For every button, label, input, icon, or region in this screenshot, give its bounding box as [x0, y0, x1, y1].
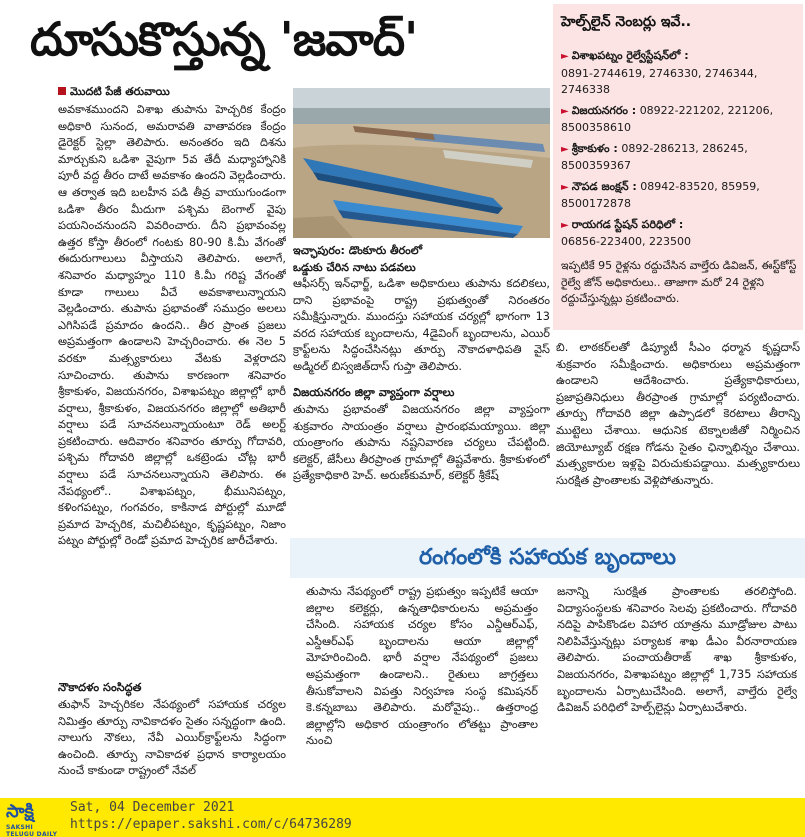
navy-subheading: నౌకాదళం సంసిద్ధత — [58, 681, 142, 694]
helpline-item: ► విశాఖపట్నం రైల్వేస్టేషన్‌లో : 0891-2744619, 2746330, 2746344, 2746338 — [561, 48, 797, 99]
article-column-3: బి. లాఠకర్‌లతో డిప్యూటీ సీఎం ధర్మాన కృష్ణదాస్ శుక్రవారం సమీక్షించారు. అధికారులు అప్రమత్తంగా ఉండాలని ఆదేశించారు. ప్రత్యేకాధికారులు, ప్రజాప్రతినిధులు తీరప్రాంత గ్రామాల్లో పర్యటించారు. తూర్పు గోదావరి జిల్లా ఉప్పాడలో కెరటాలు తీరాన్ని ముట్టెలు చేశాయి. ఆధునిక టెక్నాలజీతో నిర్మించిన జియోట్యూబ్ రక్షణ గోడను సైతం ఛిన్నాభిన్నం చేశాయి. మత్స్యకారుల ఇళ్లపై విరుచుకుపడ్డాయి. మత్స్యకారులు సురక్షిత ప్రాంతాలకు వెళ్లిపోతున్నారు. — [556, 341, 800, 487]
article-column-2-continued: తుపాను ప్రభావంతో విజయనగరం జిల్లా వ్యాప్తంగా శుక్రవారం సాయంత్రం వర్షాలు ప్రారంభమయ్యాయి. జిల్లా యంత్రాంగం తుపాను నష్టనివారణ చర్యలు చేపట్టింది. కలెక్టర్, జేసీలు తీరప్రాంత గ్రామాల్లో తిష్టవేశారు. శ్రీకాకుళంలో ప్రత్యేకాధికారి హెచ్. అరుణ్‌కుమార్, కలెక్టర్ శ్రీకేష్ — [293, 403, 550, 483]
arrow-icon: ► — [561, 105, 569, 117]
footer-bar — [0, 798, 805, 837]
article-column-1 — [58, 102, 286, 678]
helpline-item: ► శ్రీకాకుళం : 0892-286213, 286245, 8500359367 — [561, 141, 748, 172]
helpline-title: హెల్ప్‌లైన్ నెంబర్లు ఇవే.. — [561, 14, 692, 30]
epaper-link[interactable]: https://epaper.sakshi.com/c/64736289 — [70, 817, 352, 832]
photo-caption — [293, 242, 550, 276]
helpline-numbers: 0892-286213, 286245, 8500359367 — [561, 141, 748, 172]
arrow-icon: ► — [561, 181, 569, 193]
caption-line-2: ఒడ్డుకు చేరిన నాటు పడవలు — [293, 261, 416, 274]
article-column-2: ఆఫీసర్స్ ఇన్‌ఛార్జ్, ఒడిశా అధికారులు తుపాను కదలికలు, దాని ప్రభావంపై రాష్ట్ర ప్రభుత్వంతో నిరంతరం సమీక్షిస్తున్నారు. ముందస్తు సహాయక చర్యల్లో భాగంగా 13 వరద సహాయక బృందాలను, 4డైవింగ్ బృందాలను, ఎయిర్ క్రాఫ్ట్‌లను సిద్ధంచేసినట్లు తూర్పు నౌకాదళాధిపతి వైస్ అడ్మిరల్ బిస్వజిత్‌దాస్ గుప్తా తెలిపారు. — [293, 277, 550, 373]
relief-teams-title: రంగంలోకి సహాయక బృందాలు — [419, 545, 676, 570]
kicker-text: మొదటి పేజీ తరువాయి — [70, 85, 170, 98]
red-square-icon — [58, 87, 66, 95]
relief-column-b: జనాన్ని సురక్షిత ప్రాంతాలకు తరలిస్తోంది. విద్యాసంస్థలకు శనివారం సెలవు ప్రకటించారు. గోదావరి నదిపై పాపికొండల విహార యాత్రను మూడ్రోజుల పాటు నిలిపివేస్తున్నట్లు పర్యాటక శాఖ డీఎం వీరనారాయణ తెలిపారు. పంచాయతీరాజ్ శాఖ శ్రీకాకుళం, విజయనగరం, విశాఖపట్నం జిల్లాల్లో 1,735 సహాయక బృందాలను ఏర్పాటుచేసింది. అలాగే, వాల్తేరు రైల్వే డివిజన్ పరిధిలో హెల్ప్‌లైన్లు ఏర్పాటుచేశారు. — [557, 585, 797, 715]
helpline-numbers: 08922-221202, 221206, 8500358610 — [561, 103, 774, 134]
helpline-list — [561, 48, 797, 255]
col1-paragraph: అవకాశముందని విశాఖ తుపాను హెచ్చరిక కేంద్రం అధికారి సునంద, అమరావతి వాతావరణ కేంద్రం డైరెక్టర్ స్టెల్లా తెలిపారు. అనంతరం ఇది దిశను మార్చుకుని ఒడిశా వైపుగా 5వ తేదీ మధ్యాహ్నానికి పూరీ వద్ద తీరం దాటే అవకాశం ఉందని వెల్లడించారు. ఆ తర్వాత ఇది బలహీన పడి తీవ్ర వాయుగుండంగా ఒడిశా తీరం మీదుగా పశ్చిమ బెంగాల్ వైపు పయనించనుందని వివరించారు. దీని ప్రభావంవల్ల ఉత్తర కోస్తా తీరంలో గంటకు 80-90 కి.మీ వేగంతో ఈదురుగాలులు వీస్తాయని తెలిపారు. అలాగే, శనివారం మధ్యాహ్నం 110 కి.మీ గరిష్ట వేగంతో కూడా గాలులు వీచే అవకాశాలున్నాయని వెల్లడించారు. తుపాను ప్రభావంతో సముద్రం అలలు ఎగిసిపడే ప్రమాదం ఉందని.. తీర ప్రాంత ప్రజలు అప్రమత్తంగా ఉండాలని హెచ్చరించారు. ఈ నెల 5 వరకూ మత్స్యకారులు వేటకు వెళ్లరాదని సూచించారు. తుపాను కారణంగా శనివారం శ్రీకాకుళం, విజయనగరం, విశాఖపట్నం జిల్లాల్లో భారీ వర్షాలు, శ్రీకాకుళం, విజయనగరం జిల్లాల్లో అతిభారీ వర్షాలు పడే సూచనలున్నాయంటూ రెడ్ అలర్ట్ ప్రకటించారు. ఆదివారం శనివారం తూర్పు గోదావరి, పశ్చిమ గోదావరి జిల్లాల్లో ఒకట్రెండు చోట్ల భారీ వర్షాలు పడే సూచనలున్నాయని తెలిపారు. ఈ నేపథ్యంలో.. విశాఖపట్నం, భీమునిపట్నం, కళింగపట్నం, గంగవరం, కాకినాడ పోర్టుల్లో మూడో ప్రమాద హెచ్చరిక, మచిలీపట్నం, కృష్ణపట్నం, నిజాం పట్నం పోర్టుల్లో రెండో ప్రమాద హెచ్చరిక జారీచేశారు. — [58, 103, 286, 548]
helpline-item: ► నౌపడ జంక్షన్ : 08942-83520, 85959, 8500172878 — [561, 179, 760, 210]
sakshi-logo[interactable] — [6, 800, 62, 837]
arrow-icon: ► — [561, 143, 569, 155]
helpline-item: ► రాయగడ స్టేషన్ పరిధిలో : 06856-223400, 223500 — [561, 217, 797, 251]
arrow-icon: ► — [561, 219, 569, 231]
headline: దూసుకొస్తున్న 'జవాద్' — [30, 12, 418, 66]
caption-line-1: ఇచ్ఛాపురం: డొంకూరు తీరంలో — [293, 244, 423, 257]
logo-tagline: SAKSHI TELUGU DAILY — [6, 824, 58, 837]
helpline-box — [553, 4, 803, 330]
boats-photo — [293, 88, 550, 238]
relief-column-a: తుపాను నేపథ్యంలో రాష్ట్ర ప్రభుత్వం ఇప్పటికే ఆయా జిల్లాల కలెక్టర్లు, ఉన్నతాధికారులను అప్రమత్తం చేసింది. సహాయక చర్యల కోసం ఎన్డీఆర్ఎఫ్, ఎస్డీఆర్ఎఫ్ బృందాలను ఆయా జిల్లాల్లో మోహరించింది. భారీ వర్షాల నేపథ్యంలో ప్రజలు అప్రమత్తంగా ఉండాలని.. రైతులు జాగ్రత్తలు తీసుకోవాలని విపత్తు నిర్వహణ సంస్థ కమిషనర్ కె.కన్నబాబు తెలిపారు. మరోవైపు.. ఉత్తరాంధ్ర జిల్లాల్లోని అధికార యంత్రాంగం లోతట్టు ప్రాంతాల నుంచి — [306, 585, 538, 748]
vizianagaram-subheading: విజయనగరం జిల్లా వ్యాప్తంగా వర్షాలు — [293, 386, 455, 399]
train-cancellation-note: ఇప్పటికే 95 రైళ్లను రద్దుచేసిన వాల్తేరు డివిజన్, ఈస్ట్‌కోస్ట్ రైల్వే జోన్ అధికారులు.. తాజాగా మరో 24 రైళ్లని రద్దుచేస్తున్నట్లు ప్రకటించారు. — [561, 259, 797, 305]
article-column-1-continued: తుఫాన్ హెచ్చరికల నేపథ్యంలో సహాయక చర్యల నిమిత్తం తూర్పు నావికాదళం సైతం సన్నద్ధంగా ఉంది. నాలుగు నౌకలు, నేవీ ఎయిర్‌క్రాఫ్ట్‌లను సిద్ధంగా ఉంచింది. తూర్పు నావికాదళ ప్రధాన కార్యాలయం నుంచే కాకుండా రాష్ట్రంలో నేవల్ — [58, 698, 286, 778]
helpline-numbers: 06856-223400, 223500 — [561, 235, 691, 248]
continued-from-front-page — [58, 85, 170, 101]
relief-teams-banner — [290, 538, 805, 578]
boats-on-beach-image — [293, 88, 550, 238]
helpline-numbers: 08942-83520, 85959, 8500172878 — [561, 179, 760, 210]
helpline-numbers: 0891-2744619, 2746330, 2746344, 2746338 — [561, 66, 758, 96]
arrow-icon: ► — [561, 51, 569, 62]
edition-date: Sat, 04 December 2021 — [70, 800, 235, 815]
helpline-item: ► విజయనగరం : 08922-221202, 221206, 8500358610 — [561, 103, 774, 134]
logo-wordmark: సాక్షి — [6, 801, 34, 822]
